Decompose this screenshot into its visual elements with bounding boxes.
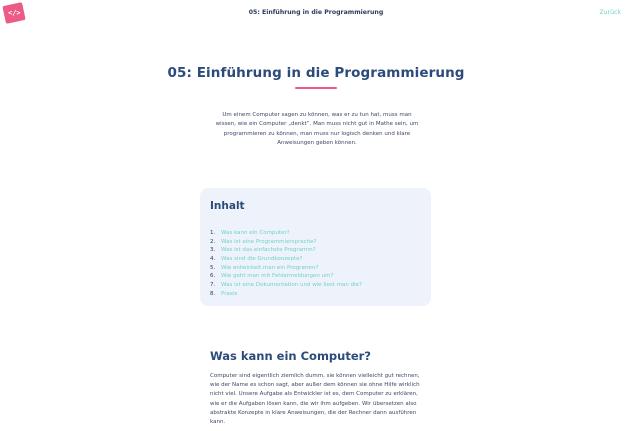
- toc-link[interactable]: Was kann ein Computer?: [221, 230, 290, 236]
- toc-item-number: 3.: [210, 247, 216, 254]
- header-title: 05: Einführung in die Programmierung: [248, 9, 384, 16]
- intro-paragraph: Um einem Computer sagen zu können, was er zu tun hat, muss man wissen, wie ein Computer „denkt“. Man muss nicht gut in Mathe sein, um programmieren zu können, man muss nur logisch denken und klare Anweisungen geben können.: [215, 112, 419, 147]
- toc-item-number: 2.: [210, 238, 216, 245]
- toc-link[interactable]: Was sind die Grundkonzepte?: [221, 256, 303, 263]
- toc-link[interactable]: Praxis: [221, 290, 238, 297]
- toc-item: [210, 264, 362, 273]
- section-heading: Was kann ein Computer?: [210, 349, 371, 363]
- toc-link[interactable]: Was ist das einfachste Programm?: [221, 247, 316, 254]
- toc-item: [210, 255, 362, 264]
- toc-item-number: 8.: [210, 290, 216, 297]
- toc-heading: Inhalt: [210, 200, 245, 212]
- toc-link[interactable]: Was ist eine Dokumentation und wie liest man die?: [221, 282, 362, 289]
- toc-item-number: 6.: [210, 273, 216, 280]
- toc-item-number: 1.: [210, 230, 216, 236]
- toc-item: [210, 290, 362, 299]
- toc-link[interactable]: Was ist eine Programmiersprache?: [221, 238, 317, 245]
- toc-item-number: 7.: [210, 282, 216, 289]
- toc-list: [210, 229, 362, 299]
- toc-item: [210, 281, 362, 290]
- toc-link[interactable]: Wie geht man mit Fehlermeldungen um?: [221, 273, 334, 280]
- toc-item: [210, 229, 362, 238]
- toc-link[interactable]: Wie entwickelt man ein Programm?: [221, 264, 319, 271]
- toc-item-number: 4.: [210, 256, 216, 263]
- table-of-contents: [200, 188, 431, 306]
- logo-text: </>: [7, 9, 21, 17]
- section-body: Computer sind eigentlich ziemlich dumm, sie können vielleicht gut rechnen, wie der Name es schon sagt, aber außer dem können sie ohne Hilfe wirklich nicht viel. Unsere Aufgabe als Entwickler ist es, dem Computer zu erklären, wie er die Aufgaben lösen kann, die wir ihm aufgeben. Wir übersetzen also abstrakte Konzepte in klare Anweisungen, die der Rechner dann ausführen kann.: [210, 373, 420, 426]
- back-link[interactable]: Zurück: [599, 9, 621, 16]
- top-navigation: [0, 0, 632, 28]
- toc-item: [210, 246, 362, 255]
- toc-item-number: 5.: [210, 264, 216, 271]
- toc-item: [210, 272, 362, 281]
- page-title: 05: Einführung in die Programmierung: [167, 65, 465, 81]
- title-underline: [295, 87, 337, 89]
- toc-item: [210, 238, 362, 247]
